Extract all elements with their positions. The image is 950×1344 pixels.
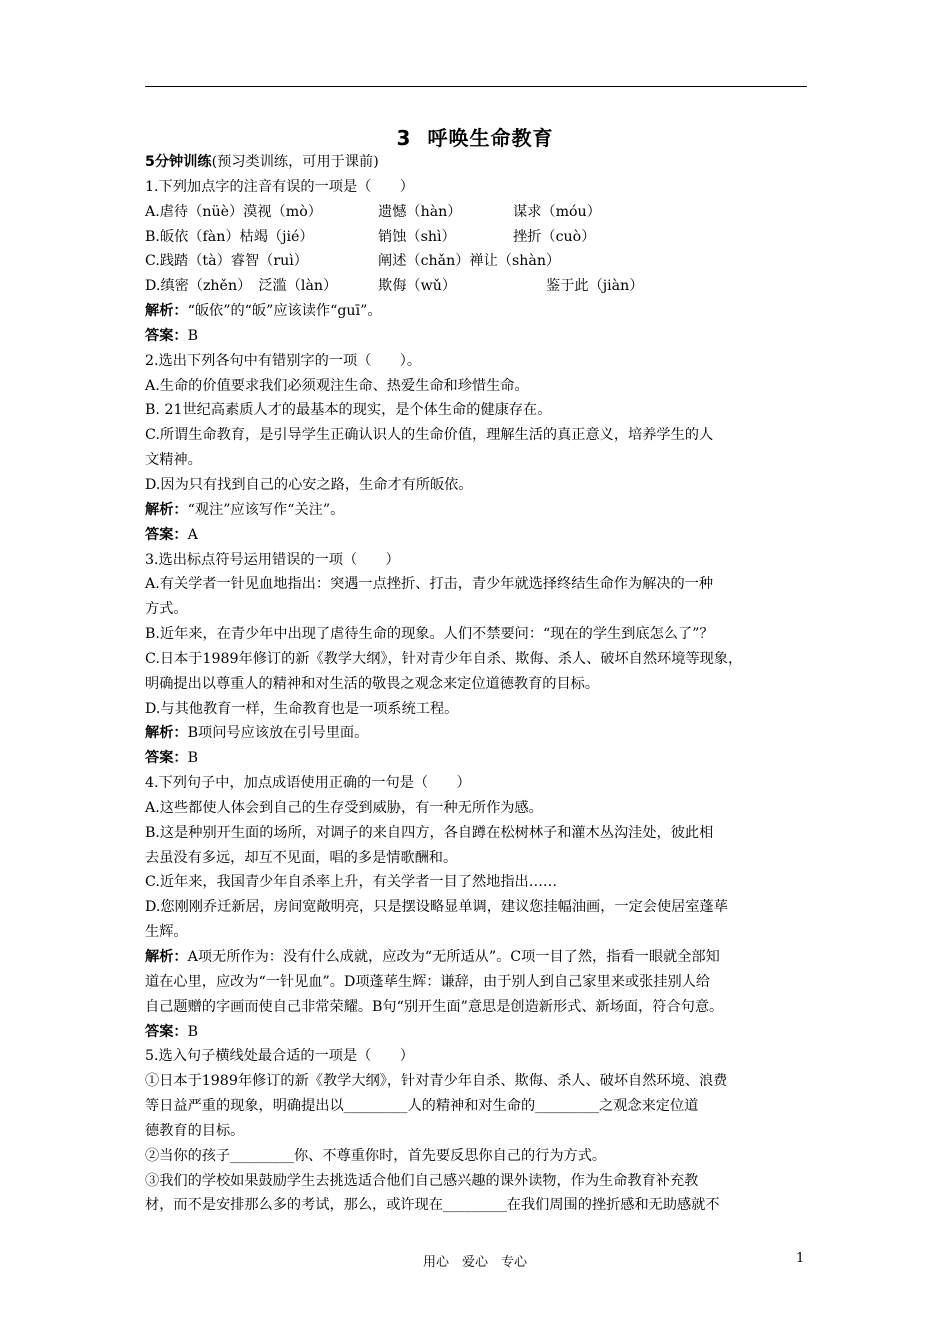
q1-option: D.缜密（zhěn） 泛滥（làn） 欺侮（wǔ） 鉴于此（jiàn） bbox=[145, 278, 644, 295]
q1-stem: 1.下列加点字的注音有误的一项是（ ） bbox=[145, 178, 414, 195]
q1-answer: 答案：B bbox=[145, 327, 199, 344]
q5-text: 等日益严重的现象，明确提出以_________人的精神和对生命的_________之观念来定位道 bbox=[145, 1098, 699, 1115]
q5-text: ①日本于1989年修订的新《教学大纲》，针对青少年自杀、欺侮、杀人、破坏自然环境、浪费 bbox=[145, 1073, 728, 1090]
lesson-title: 呼唤生命教育 bbox=[427, 126, 554, 150]
q4-analysis: 自己题赠的字画而使自己非常荣耀。B句“别开生面”意思是创造新形式、新场面，符合句意。 bbox=[145, 998, 724, 1015]
q3-text: C.日本于1989年修订的新《教学大纲》，针对青少年自杀、欺侮、杀人、破坏自然环境等现象， bbox=[145, 650, 743, 667]
q4-analysis: 解析：A项无所作为：没有什么成就，应改为“无所适从”。C项一目了然，指看一眼就全部知 bbox=[145, 949, 720, 965]
document-body bbox=[145, 150, 813, 1218]
page-title bbox=[0, 122, 950, 151]
q3-text: D.与其他教育一样，生命教育也是一项系统工程。 bbox=[145, 700, 459, 717]
q1-option: C.践踏（tà）睿智（ruì） 阐述（chǎn）禅让（shàn） bbox=[145, 253, 561, 270]
q2-stem: 2.选出下列各句中有错别字的一项（ ）。 bbox=[145, 352, 422, 369]
q5-text: 德教育的目标。 bbox=[145, 1122, 245, 1139]
q4-text: D.您刚刚乔迁新居，房间宽敞明亮，只是摆设略显单调，建议您挂幅油画，一定会使居室蓬荜 bbox=[145, 899, 728, 916]
q2-analysis: 解析：“观注”应该写作“关注”。 bbox=[145, 501, 345, 518]
q5-stem: 5.选入句子横线处最合适的一项是（ ） bbox=[145, 1048, 414, 1065]
footer-text: 用心 爱心 专心 bbox=[422, 1255, 527, 1270]
q3-answer: 答案：B bbox=[145, 750, 199, 767]
q1-option: B.皈依（fàn）枯竭（jié） 销蚀（shì） 挫折（cuò） bbox=[145, 228, 596, 245]
q3-stem: 3.选出标点符号运用错误的一项（ ） bbox=[145, 551, 400, 568]
q4-analysis: 道在心里，应改为“一针见血”。D项蓬荜生辉：谦辞，由于别人到自己家里来或张挂别人给 bbox=[145, 973, 711, 990]
q2-text: 文精神。 bbox=[145, 452, 202, 469]
q3-text: B.近年来，在青少年中出现了虐待生命的现象。人们不禁要问：“现在的学生到底怎么了”？ bbox=[145, 626, 714, 643]
q4-text: 生辉。 bbox=[145, 924, 188, 941]
header-rule bbox=[145, 86, 807, 87]
section-heading: 5分钟训练(预习类训练，可用于课前) bbox=[145, 154, 379, 170]
q4-stem: 4.下列句子中，加点成语使用正确的一句是（ ） bbox=[145, 775, 471, 792]
q5-text: ②当你的孩子_________你、不尊重你时，首先要反思你自己的行为方式。 bbox=[145, 1147, 607, 1164]
q2-text: C.所谓生命教育，是引导学生正确认识人的生命价值，理解生活的真正意义，培养学生的人 bbox=[145, 427, 714, 444]
lesson-number: 3 bbox=[396, 126, 412, 150]
page-number: 1 bbox=[796, 1251, 805, 1266]
q3-text: 方式。 bbox=[145, 601, 188, 618]
q5-text: 材，而不是安排那么多的考试，那么，或许现在_________在我们周围的挫折感和无助感就不 bbox=[145, 1197, 720, 1214]
q3-text: 明确提出以尊重人的精神和对生活的敬畏之观念来定位道德教育的目标。 bbox=[145, 675, 600, 692]
q5-text: ③我们的学校如果鼓励学生去挑选适合他们自己感兴趣的课外读物，作为生命教育补充教 bbox=[145, 1172, 699, 1189]
q1-analysis: 解析：“皈依”的“皈”应该读作“guī”。 bbox=[145, 303, 382, 320]
q4-text: C.近年来，我国青少年自杀率上升，有关学者一目了然地指出…… bbox=[145, 874, 558, 891]
q2-text: D.因为只有找到自己的心安之路，生命才有所皈依。 bbox=[145, 476, 473, 493]
q2-answer: 答案：A bbox=[145, 526, 198, 543]
q4-text: A.这些都使人体会到自己的生存受到威胁，有一种无所作为感。 bbox=[145, 799, 543, 816]
q1-option: A.虐待（nüè）漠视（mò） 遗憾（hàn） 谋求（móu） bbox=[145, 203, 601, 220]
q3-analysis: 解析：B项问号应该放在引号里面。 bbox=[145, 725, 369, 742]
q4-text: 去虽没有多远，却互不见面，唱的多是情歌酬和。 bbox=[145, 849, 458, 866]
q2-text: A.生命的价值要求我们必须观注生命、热爱生命和珍惜生命。 bbox=[145, 377, 529, 394]
q4-text: B.这是种别开生面的场所，对调子的来自四方，各自蹲在松树林子和灌木丛沟洼处，彼此相 bbox=[145, 824, 714, 841]
q4-answer: 答案：B bbox=[145, 1023, 199, 1040]
q3-text: A.有关学者一针见血地指出：突遇一点挫折、打击，青少年就选择终结生命作为解决的一种 bbox=[145, 576, 714, 593]
q2-text: B. 21世纪高素质人才的最基本的现实，是个体生命的健康存在。 bbox=[145, 402, 552, 419]
